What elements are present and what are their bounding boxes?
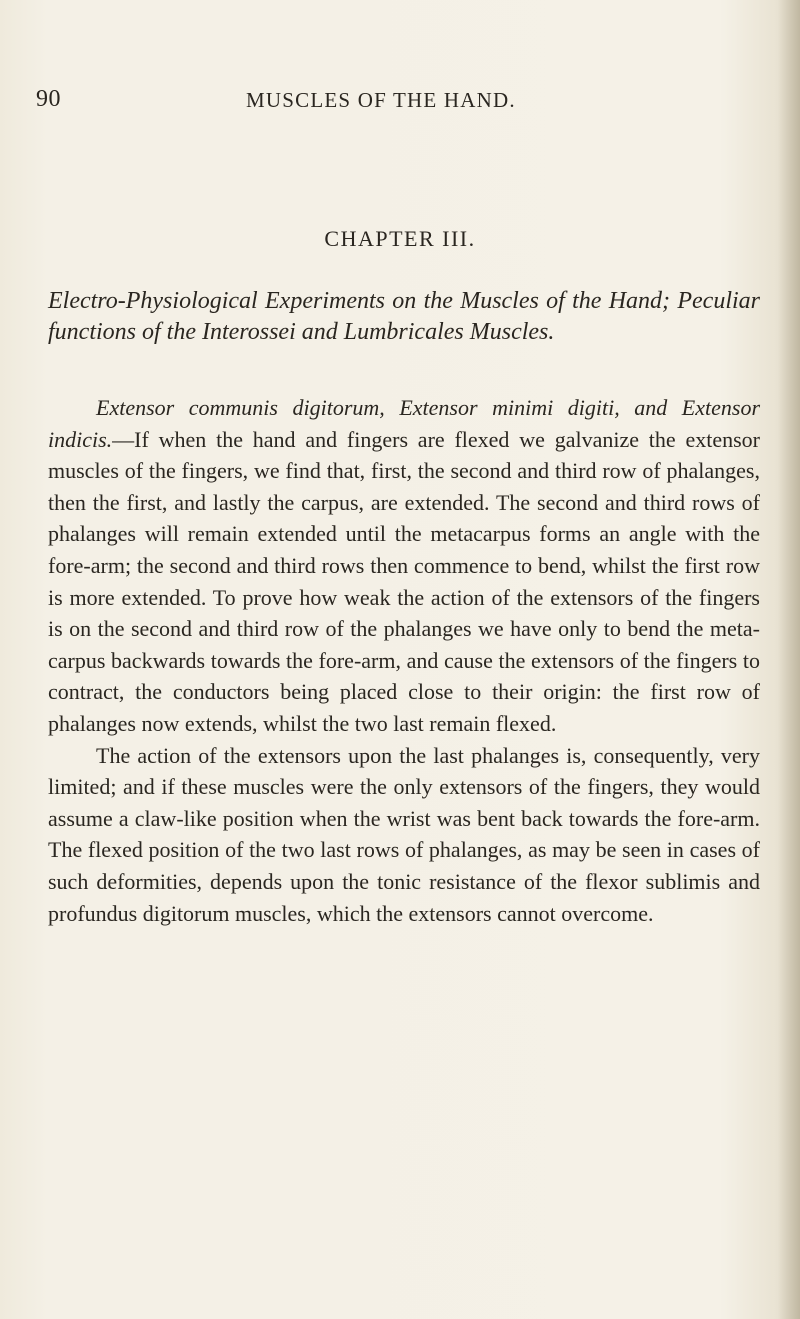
chapter-heading: CHAPTER III. bbox=[324, 226, 476, 251]
running-head bbox=[36, 86, 756, 116]
chapter-subtitle: Electro-Physiological Experiments on the Muscles of the Hand; Peculiar functions of the Interossei and Lumbricales Muscles. bbox=[48, 288, 760, 345]
body-text bbox=[48, 392, 760, 929]
page-number: 90 bbox=[36, 86, 61, 112]
paragraph-1 bbox=[48, 392, 760, 740]
paragraph-lead-in: Extensor communis digitorum, Extensor minimi digiti, and Extensor indicis. bbox=[48, 395, 760, 452]
page-edge-shadow bbox=[778, 0, 800, 1319]
paragraph-1-text: —If when the hand and fingers are flexed we galvanize the extensor muscles of the fingers, we find that, first, the second and third row of phalanges, then the first, and lastly the carpus, are extended. The second and third rows of phalanges will remain extended until the metacarpus forms an angle with the fore-arm; the second and third rows then commence to bend, whilst the first row is more extended. To prove how weak the action of the extensors of the fingers is on the second and third row of the phalanges we have only to bend the meta-carpus backwards towards the fore-arm, and cause the extensors of the fingers to contract, the conductors being placed close to their origin: the first row of phalanges now extends, whilst the two last remain flexed. bbox=[48, 426, 760, 736]
paragraph-2: The action of the extensors upon the last phalanges is, consequently, very limited; and if these muscles were the only extensors of the fingers, they would assume a claw-like position when the wrist was bent back towards the fore-arm. The flexed position of the two last rows of phalanges, as may be seen in cases of such deformities, depends upon the tonic resistance of the flexor sublimis and profundus digitorum muscles, which the extensors cannot overcome. bbox=[48, 742, 760, 926]
running-title: MUSCLES OF THE HAND. bbox=[246, 88, 516, 112]
